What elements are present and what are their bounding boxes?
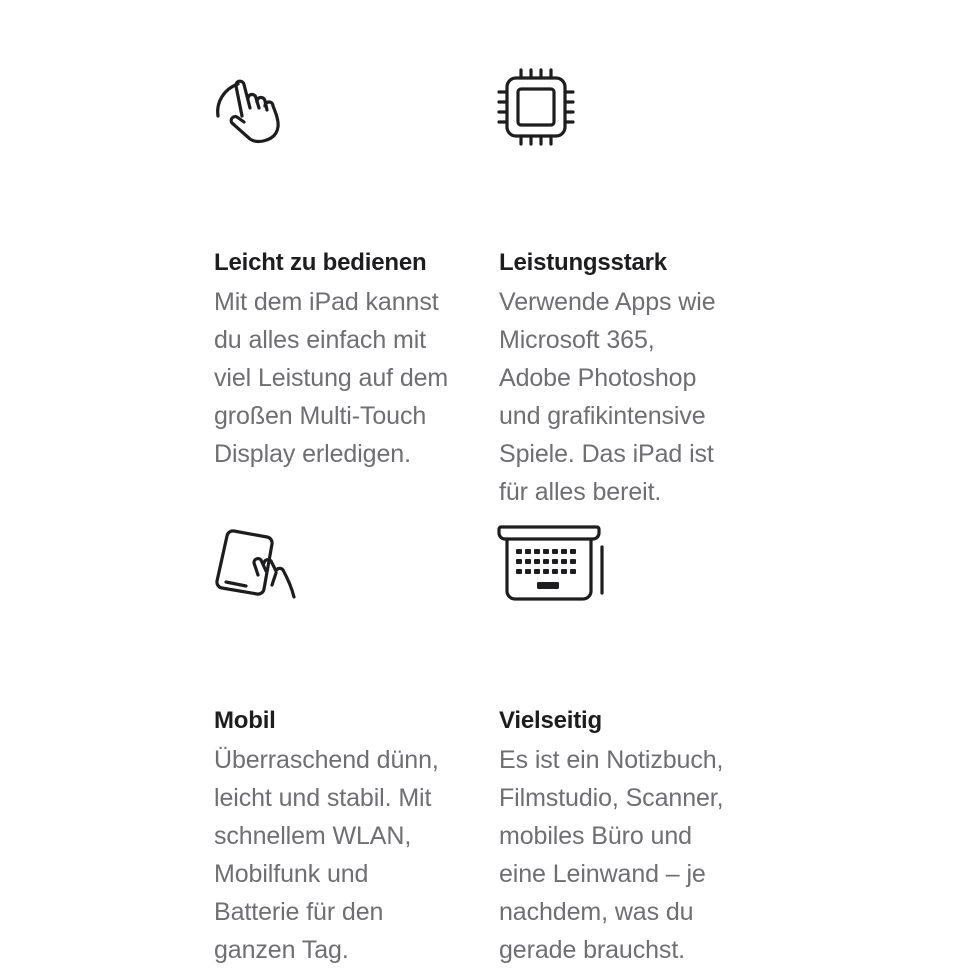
hand-holding-ipad-icon — [214, 525, 484, 601]
feature-description — [214, 283, 484, 473]
description-line: und grafikintensive — [499, 402, 706, 430]
feature-title: Vielseitig — [499, 707, 602, 734]
description-line: eine Leinwand – je — [499, 860, 706, 888]
description-line: ganzen Tag. — [214, 936, 349, 964]
feature-description — [499, 283, 769, 511]
description-line: schnellem WLAN, — [214, 822, 412, 850]
feature-title: Leistungsstark — [499, 249, 667, 276]
description-line: viel Leistung auf dem — [214, 364, 449, 392]
chip-icon — [499, 72, 769, 148]
description-line: gerade brauchst. — [499, 936, 686, 964]
feature-description — [214, 741, 484, 969]
description-line: Mit dem iPad kannst — [214, 288, 439, 316]
tap-hand-icon — [214, 72, 484, 148]
description-line: Überraschend dünn, — [214, 746, 439, 774]
description-line: Batterie für den — [214, 898, 384, 926]
description-line: für alles bereit. — [499, 478, 662, 506]
description-line: Filmstudio, Scanner, — [499, 784, 724, 812]
description-line: Es ist ein Notizbuch, — [499, 746, 724, 774]
description-line: mobiles Büro und — [499, 822, 692, 850]
description-line: leicht und stabil. Mit — [214, 784, 432, 812]
feature-description — [499, 741, 769, 969]
feature-powerful — [499, 72, 769, 511]
feature-title: Mobil — [214, 707, 276, 734]
description-line: Spiele. Das iPad ist — [499, 440, 714, 468]
description-line: Verwende Apps wie — [499, 288, 716, 316]
description-line: du alles einfach mit — [214, 326, 427, 354]
feature-versatile — [499, 525, 769, 969]
description-line: nachdem, was du — [499, 898, 694, 926]
description-line: Mobilfunk und — [214, 860, 369, 888]
ipad-keyboard-pencil-icon — [499, 525, 769, 601]
description-line: großen Multi-Touch — [214, 402, 427, 430]
feature-mobile — [214, 525, 484, 969]
description-line: Display erledigen. — [214, 440, 411, 468]
description-line: Adobe Photoshop — [499, 364, 697, 392]
feature-title: Leicht zu bedienen — [214, 249, 427, 276]
feature-easy-to-use — [214, 72, 484, 473]
description-line: Microsoft 365, — [499, 326, 655, 354]
